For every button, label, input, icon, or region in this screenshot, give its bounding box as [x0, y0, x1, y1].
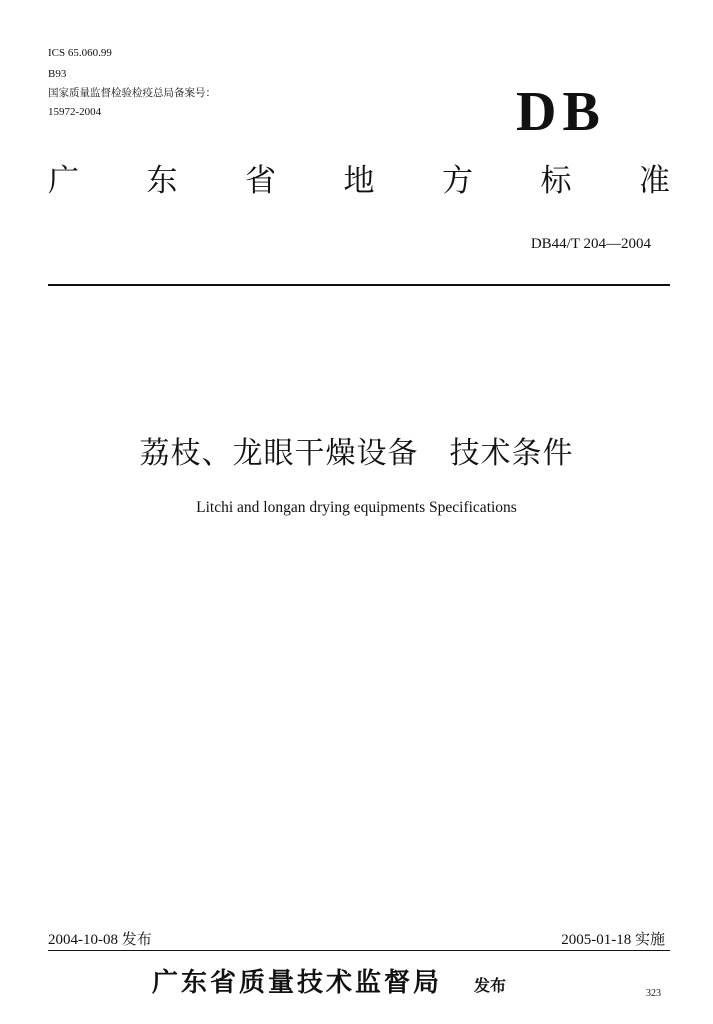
header-divider — [48, 284, 670, 286]
registration-label: 国家质量监督检验检疫总局备案号： — [48, 87, 216, 99]
standard-type-char: 准 — [639, 162, 670, 199]
standard-type-char: 省 — [245, 162, 276, 199]
standard-type-heading — [48, 152, 670, 202]
standard-type-char: 标 — [540, 162, 572, 199]
registration-number: 15972-2004 — [48, 106, 102, 118]
standard-number: DB44/T 204—2004 — [530, 236, 651, 252]
standard-type-char: 方 — [442, 162, 473, 199]
implementation-date-label: 实施 — [634, 932, 665, 948]
standard-type-char: 地 — [343, 162, 375, 199]
issuer-action: 发布 — [474, 976, 507, 995]
footer-divider — [48, 950, 670, 951]
implementation-date — [561, 928, 665, 949]
issue-date-label: 发布 — [121, 932, 152, 948]
issue-date — [48, 928, 152, 949]
ics-code: ICS 65.060.99 — [48, 47, 112, 59]
db-logo: DB — [516, 81, 606, 143]
page-number: 323 — [646, 988, 661, 999]
standard-type-char: 广 — [48, 162, 79, 199]
issuer-name: 广东省质量技术监督局 — [152, 968, 443, 998]
document-title-english: Litchi and longan drying equipments Specifications — [196, 499, 517, 516]
classification-code: B93 — [48, 68, 67, 80]
document-title-chinese: 荔枝、龙眼干燥设备 技术条件 — [139, 436, 574, 471]
standard-type-char: 东 — [146, 162, 178, 199]
issue-date-value: 2004-10-08 — [48, 932, 118, 948]
implementation-date-value: 2005-01-18 — [561, 932, 632, 948]
issuer — [152, 962, 506, 999]
